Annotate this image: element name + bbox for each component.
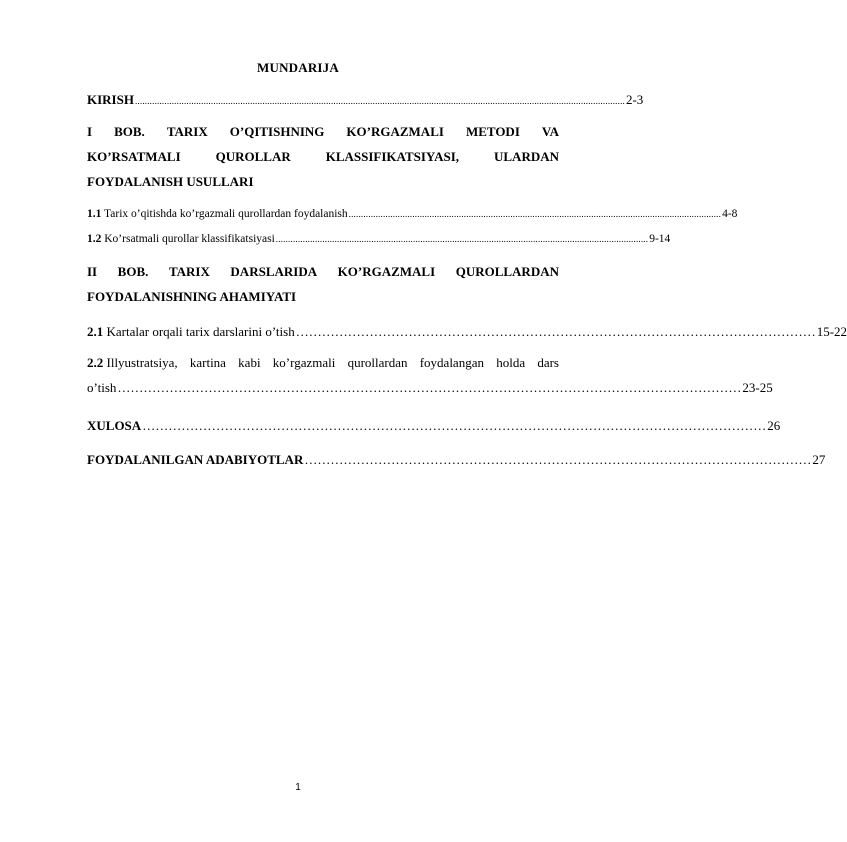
chapter-2-heading-line-2: FOYDALANISHNING AHAMIYATI: [87, 289, 297, 304]
heading-word: METODI: [465, 124, 520, 139]
toc-entry-1-2[interactable]: [87, 233, 671, 245]
heading-word: KLASSIFIKATSIYASI,: [325, 149, 460, 164]
page-title: MUNDARIJA: [257, 60, 339, 75]
toc-entry-2-2[interactable]: [87, 355, 773, 405]
toc-leader-dots: ………………………………………………………………………………………………………: [304, 452, 812, 467]
toc-leader-dots: ………………………………………………………………………………………………………………………………: [117, 380, 742, 395]
toc-leader-dots: ........................................................................................................................................................: [275, 234, 649, 244]
toc-entry-1-1[interactable]: [87, 208, 738, 220]
chapter-1-heading-line-3: FOYDALANISH USULLARI: [87, 174, 254, 189]
section-title: Tarix o’qitishda ko’rgazmali qurollardan foydalanish: [104, 208, 348, 220]
toc-leader-dots: ………………………………………………………………………………………………………………………………: [142, 418, 767, 433]
heading-word: O’QITISHNING: [229, 124, 325, 139]
section-2-2-line-1: [87, 355, 559, 380]
toc-page-range: 9-14: [649, 233, 671, 245]
section-2-2-line-2: [87, 380, 773, 405]
page-number: 1: [295, 782, 301, 793]
section-number-and-word: [87, 355, 178, 380]
toc-entry-2-1[interactable]: [87, 324, 847, 340]
toc-label: [87, 233, 275, 245]
toc-label: KIRISH: [87, 92, 134, 107]
toc-label: [87, 324, 295, 340]
toc-leader-dots: …………………………………………………………………………………………………………: [295, 324, 816, 339]
toc-page-range: 26: [767, 418, 781, 433]
heading-word: VA: [541, 124, 559, 139]
title-word: ko’rgazmali: [272, 355, 336, 370]
title-word: dars: [537, 355, 559, 370]
toc-page-range: 15-22: [816, 324, 847, 339]
toc-label: [87, 208, 348, 220]
toc-label: XULOSA: [87, 418, 142, 433]
section-title-end: o’tish: [87, 380, 117, 395]
toc-label: FOYDALANILGAN ADABIYOTLAR: [87, 452, 304, 467]
section-title: Ko’rsatmali qurollar klassifikatsiyasi: [104, 233, 275, 245]
heading-word: BOB.: [114, 124, 145, 139]
heading-word: QUROLLARDAN: [455, 264, 559, 279]
heading-word: II: [87, 264, 98, 279]
heading-word: TARIX: [166, 124, 208, 139]
section-number: 1.1: [87, 208, 102, 220]
chapter-2-heading-line-1: [87, 264, 559, 289]
title-word: holda: [496, 355, 526, 370]
toc-page-range: 23-25: [742, 380, 773, 395]
toc-page-range: 27: [812, 452, 826, 467]
heading-word: DARSLARIDA: [230, 264, 318, 279]
toc-entry-xulosa[interactable]: [87, 418, 781, 434]
toc-page-range: 4-8: [722, 208, 738, 220]
title-word: kartina: [189, 355, 226, 370]
toc-entry-chapter-2[interactable]: [87, 264, 559, 314]
heading-word: KO’RGAZMALI: [346, 124, 444, 139]
toc-leader-dots: ........................................................................................................................................................: [348, 209, 722, 219]
heading-word: KO’RGAZMALI: [337, 264, 436, 279]
chapter-1-heading-line-1: [87, 124, 559, 149]
toc-entry-kirish[interactable]: [87, 92, 644, 108]
heading-word: KO’RSATMALI: [87, 149, 181, 164]
title-word: kabi: [238, 355, 261, 370]
heading-word: ULARDAN: [494, 149, 559, 164]
section-number: 2.1: [87, 324, 104, 339]
toc-entry-chapter-1[interactable]: [87, 124, 559, 199]
toc-page-range: 2-3: [625, 92, 644, 107]
title-word: qurollardan: [347, 355, 408, 370]
heading-word: QUROLLAR: [215, 149, 291, 164]
title-word: Illyustratsiya,: [106, 355, 178, 370]
title-word: foydalangan: [419, 355, 484, 370]
toc-leader-dots: ........................................................................................................................................................................................................: [134, 96, 625, 106]
heading-word: TARIX: [168, 264, 210, 279]
toc-entry-adabiyotlar[interactable]: [87, 452, 826, 468]
section-title: Kartalar orqali tarix darslarini o’tish: [106, 324, 295, 339]
section-number: 1.2: [87, 233, 102, 245]
section-number: 2.2: [87, 355, 104, 370]
heading-word: I: [87, 124, 93, 139]
chapter-1-heading-line-2: [87, 149, 559, 174]
heading-word: BOB.: [117, 264, 149, 279]
